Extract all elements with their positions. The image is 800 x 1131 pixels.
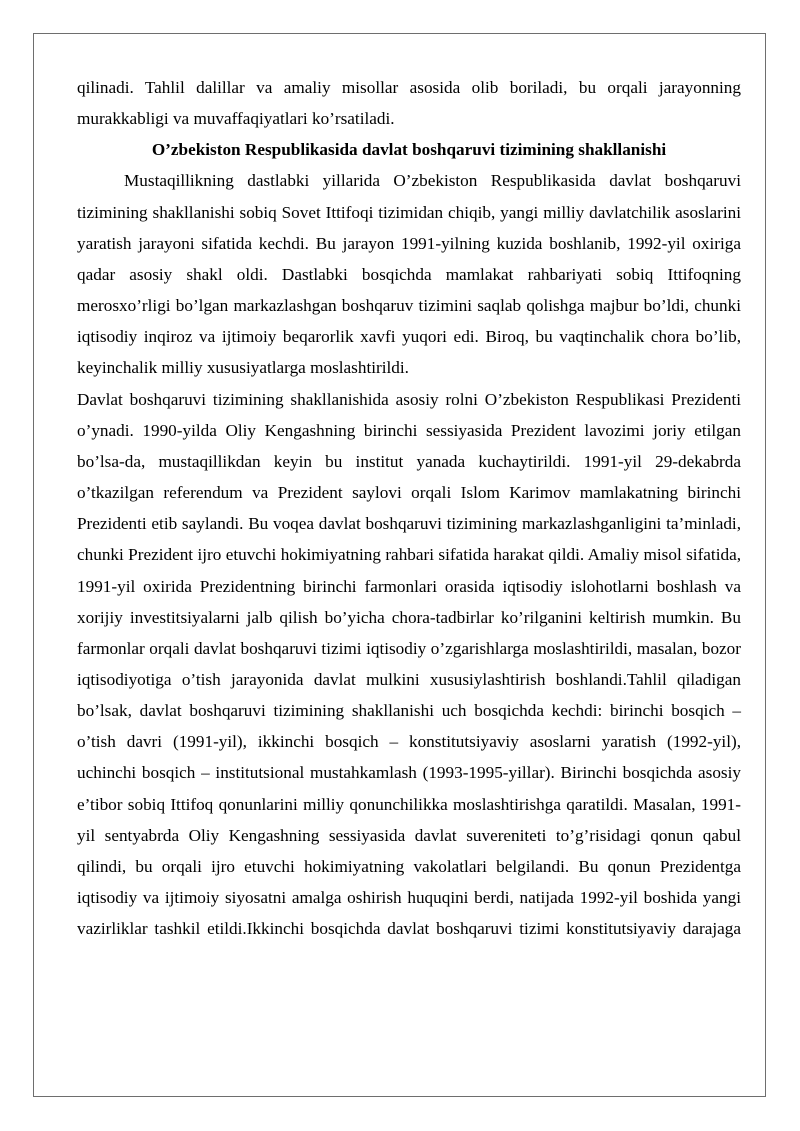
paragraph-1: Mustaqillikning dastlabki yillarida O’zbekiston Respublikasida davlat boshqaruvi tizimining shakllanishi sobiq Sovet Ittifoqi tizimidan chiqib, yangi milliy davlatchilik asoslarini yaratish jarayoni sifatida kechdi. Bu jarayon 1991-yilning kuzida boshlanib, 1992-yil oxiriga qadar asosiy shakl oldi. Dastlabki bosqichda mamlakat rahbariyati sobiq Ittifoqning merosxo’rligi bo’lgan markazlashgan boshqaruv tizimini saqlab qolishga majbur bo’ldi, chunki iqtisodiy inqiroz va ijtimoiy beqarorlik xavfi yuqori edi. Biroq, bu vaqtinchalik chora bo’lib, keyinchalik milliy xususiyatlarga moslashtirildi.: [77, 171, 741, 378]
paragraph-2: Davlat boshqaruvi tizimining shakllanishida asosiy rolni O’zbekiston Respublikasi Prezidenti o’ynadi. 1990-yilda Oliy Kengashning birinchi sessiyasida Prezident lavozimi joriy etilgan bo’lsa-da, mustaqillikdan keyin bu institut yanada kuchaytirildi. 1991-yil 29-dekabrda o’tkazilgan referendum va Prezident saylovi orqali Islom Karimov mamlakatning birinchi Prezidenti etib saylandi. Bu voqea davlat boshqaruvi tizimining markazlashganligini ta’minladi, chunki Prezident ijro etuvchi hokimiyatning rahbari sifatida harakat qildi. Amaliy misol sifatida, 1991-yil oxirida Prezidentning birinchi farmonlari orasida iqtisodiy islohotlarni boshlash va xorijiy investitsiyalarni jalb qilish bo’yicha chora-tadbirlar ko’rilganini keltirish mumkin. Bu farmonlar orqali davlat boshqaruvi tizimi iqtisodiy o’zgarishlarga moslashtirildi, masalan, bozor iqtisodiyotiga o’tish jarayonida davlat mulkini xususiylashtirish boshlandi.Tahlil qiladigan bo’lsak, davlat boshqaruvi tizimining shakllanishi uch bosqichda kechdi: birinchi bosqich – o’tish davri (1991-yil), ikkinchi bosqich – konstitutsiyaviy asoslarni yaratish (1992-yil), uchinchi bosqich – institutsional mustahkamlash (1993-1995-yillar). Birinchi bosqichda asosiy e’tibor sobiq Ittifoq qonunlarini milliy qonunchilikka moslashtirishga qaratildi. Masalan, 1991-yil sentyabrda Oliy Kengashning sessiyasida davlat suvereniteti to’g’risidagi qonun qabul qilindi, bu orqali ijro etuvchi hokimiyatning vakolatlari belgilandi. Bu qonun Prezidentga iqtisodiy va ijtimoiy siyosatni amalga oshirish huquqini berdi, natijada 1992-yil boshida yangi vazirliklar tashkil etildi.Ikkinchi bosqichda davlat boshqaruvi tizimi konstitutsiyaviy darajaga: [77, 389, 741, 939]
document-body: [77, 72, 741, 944]
intro-paragraph: qilinadi. Tahlil dalillar va amaliy misollar asosida olib boriladi, bu orqali jarayonning murakkabligi va muvaffaqiyatlari ko’rsatiladi.: [77, 78, 741, 129]
section-heading: O’zbekiston Respublikasida davlat boshqaruvi tizimining shakllanishi: [151, 140, 667, 160]
